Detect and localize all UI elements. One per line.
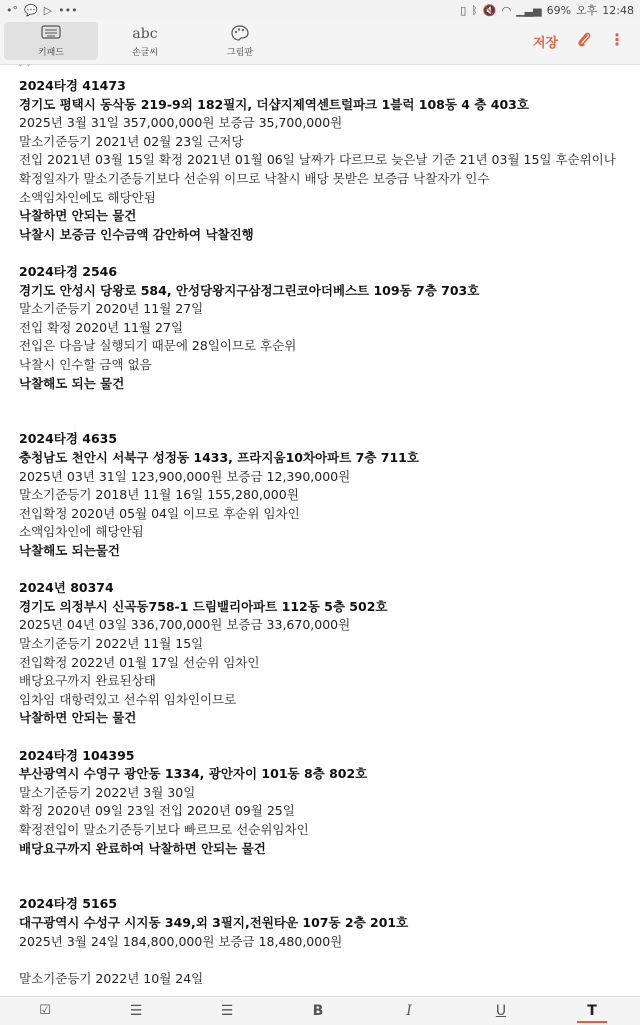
note-line: 2025년 03년 31일 123,900,000원 보증금 12,390,000원 (19, 468, 351, 484)
note-toolbar (0, 20, 640, 65)
wifi-icon: ◠ (501, 3, 512, 17)
attach-icon[interactable] (576, 31, 592, 53)
note-line: 부산광역시 수영구 광안동 1334, 광안자이 101동 8층 802호 (19, 766, 368, 782)
note-line: 전입은 다음날 실행되기 때문에 28일이므로 후순위 (19, 338, 297, 354)
bluetooth-icon: ᛒ (471, 3, 478, 17)
chat-icon: 💬 (24, 3, 38, 17)
more-options-icon[interactable]: ⋮ (609, 30, 625, 49)
keyboard-mode-label: 키패드 (37, 47, 65, 58)
italic-button[interactable]: I (406, 1003, 412, 1019)
drawing-mode-button[interactable] (193, 22, 287, 60)
note-line: 낙찰하면 안되는 물건 (19, 710, 137, 726)
bullet-list-icon[interactable]: ☰ (220, 1003, 234, 1019)
handwriting-mode-button[interactable] (98, 22, 192, 60)
note-line: 낙찰해도 되는 물건 (19, 375, 125, 391)
note-line: 배당요구까지 완료된상태 (19, 673, 156, 689)
note-line: 전입확정 2020년 05월 04일 이므로 후순위 임차인 (19, 505, 300, 521)
play-icon: ▷ (43, 3, 53, 17)
note-line: 말소기준등기 2022년 10월 24일 (19, 970, 204, 986)
note-line: 말소기준등기 2022년 3월 30일 (19, 784, 196, 800)
note-line: 낙찰시 인수할 금액 없음 (19, 357, 152, 372)
format-bar (0, 996, 640, 1025)
scroll-cut-text: ˇ ˇ (18, 64, 32, 75)
checkbox-icon[interactable]: ☑ (39, 1003, 51, 1018)
note-line: 2024타경 41473 (19, 78, 126, 93)
note-body[interactable] (0, 64, 640, 994)
note-line: 2024타경 5165 (19, 896, 118, 912)
note-line: 전입 확정 2020년 11월 27일 (19, 319, 184, 335)
note-line: 경기도 평택시 동삭동 219-9외 182필지, 더샵지제역센트럴파크 1블럭 108동 4 층 403호 (19, 96, 529, 112)
drawing-mode-label: 그림판 (226, 47, 254, 58)
underline-button[interactable]: U (495, 1003, 507, 1019)
note-line: 낙찰시 보증금 인수금액 감안하여 낙찰진행 (19, 226, 254, 242)
ampm: 오후 (576, 4, 598, 17)
note-line: 2025년 3월 24일 184,800,000원 보증금 18,480,000원 (19, 933, 343, 949)
mute-icon: 🔇 (482, 3, 497, 17)
note-line: 낙찰하면 안되는 물건 (19, 208, 137, 224)
note-line: 확정전입이 말소기준등기보다 빠르므로 선순위임차인 (19, 822, 309, 837)
note-line: 2024년 80374 (19, 580, 114, 596)
note-line: 말소기준등기 2018년 11월 16일 155,280,000원 (19, 487, 299, 503)
handwriting-mode-label: 손글씨 (131, 47, 159, 58)
note-line: 대구광역시 수성구 시지동 349,외 3필지,전원타운 107동 2층 201호 (19, 915, 409, 930)
note-line: 확정일자가 말소기준등기보다 선순위 이므로 낙찰시 배당 못받은 보증금 낙찰자가 인수 (19, 171, 490, 186)
bold-button[interactable]: B (312, 1003, 324, 1019)
note-line: 전입확정 2022년 01월 17일 선순위 임차인 (19, 654, 260, 670)
numbered-list-icon[interactable]: ☰ (129, 1003, 143, 1019)
keyboard-icon (41, 25, 61, 43)
note-line: 소액임차인에도 해당안됨 (19, 189, 156, 205)
text-style-button[interactable]: T (577, 1001, 607, 1023)
keyboard-mode-button[interactable] (4, 22, 98, 60)
signal-icon: ▁▃▅ (516, 3, 542, 17)
note-line: 2024타경 4635 (19, 431, 118, 447)
more-horizontal-icon: ••• (58, 3, 78, 17)
note-line: 경기도 안성시 당왕로 584, 안성당왕지구삼정그린코아더베스트 109동 7층 703호 (19, 282, 480, 298)
status-bar (0, 0, 640, 20)
note-line: 전입 2021년 03월 15일 확정 2021년 01월 06일 날짜가 다르므로 늦은날 기준 21년 03월 15일 후순위이나 (19, 152, 616, 168)
note-line: 임차임 대항력있고 선수위 임차인이므로 (19, 691, 237, 707)
wifi-dot-icon: •° (6, 3, 18, 17)
note-line: 경기도 의정부시 신곡동758-1 드림밸리아파트 112동 5층 502호 (19, 598, 388, 614)
note-line: 말소기준등기 2021년 02월 23일 근저당 (19, 133, 244, 149)
note-line: 2024타경 2546 (19, 264, 118, 279)
note-line: 말소기준등기 2022년 11월 15일 (19, 636, 204, 651)
battery-level: 69% (546, 3, 572, 17)
note-line: 충청남도 천안시 서북구 성정동 1433, 프라지움10차아파트 7층 711호 (19, 450, 419, 465)
save-button[interactable]: 저장 (533, 36, 559, 51)
note-line: 2024타경 104395 (19, 747, 135, 763)
note-line: 소액임차인에 해당안됨 (19, 524, 144, 540)
note-line: 배당요구까지 완료하여 낙찰하면 안되는 물건 (19, 840, 266, 856)
vibrate-icon: ▯ (460, 3, 467, 17)
note-line: 2025년 3월 31일 357,000,000원 보증금 35,700,000원 (19, 115, 343, 131)
note-line: 말소기준등기 2020년 11월 27일 (19, 301, 204, 317)
note-line: 확정 2020년 09일 23일 전입 2020년 09월 25일 (19, 803, 295, 819)
clock: 12:48 (602, 3, 634, 17)
palette-icon (231, 25, 249, 43)
handwriting-icon: abc (132, 25, 158, 42)
note-line: 2025년 04년 03일 336,700,000원 보증금 33,670,000원 (19, 617, 351, 633)
note-line: 낙찰해도 되는물건 (19, 543, 120, 558)
